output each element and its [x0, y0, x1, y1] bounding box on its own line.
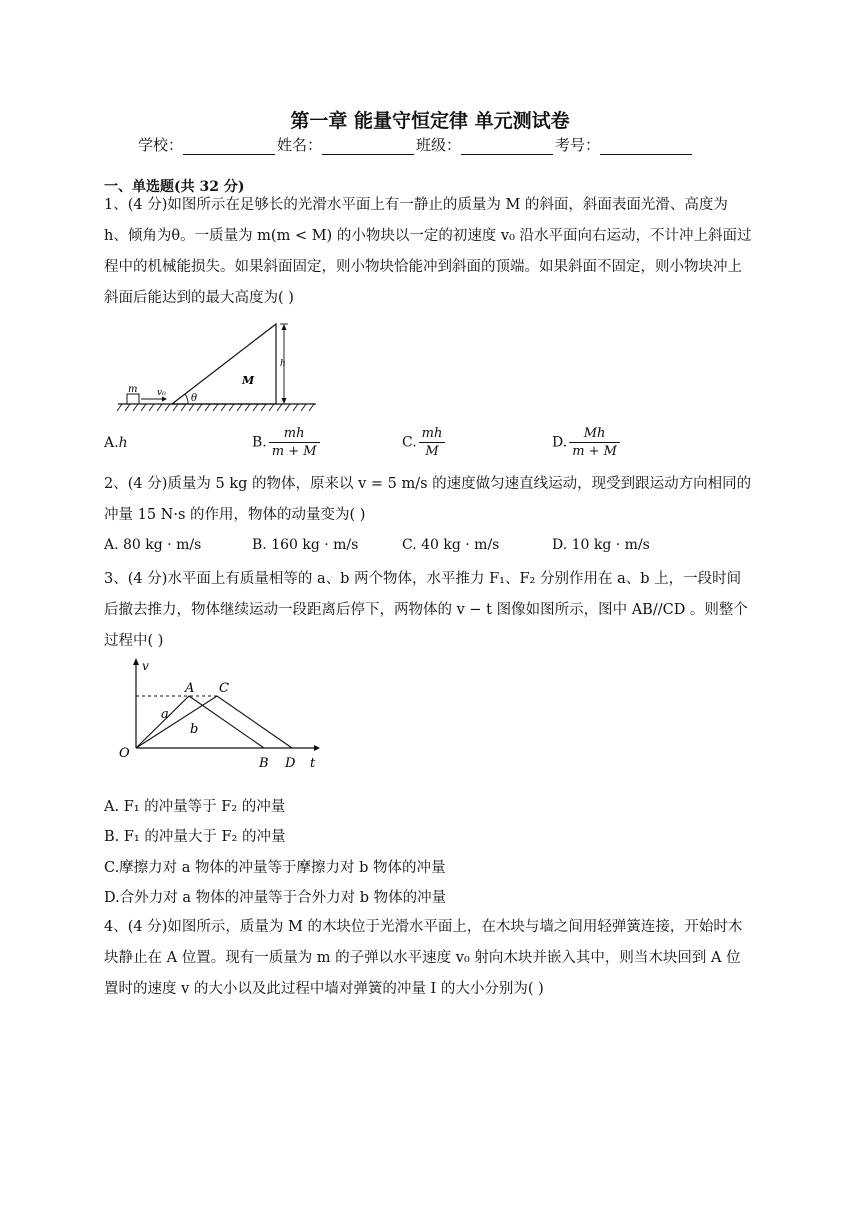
page-title: 第一章 能量守恒定律 单元测试卷: [290, 110, 570, 132]
question-2-text: 2、(4 分)质量为 5 kg 的物体，原来以 v = 5 m/s 的速度做匀速直线运动，现受到跟运动方向相同的冲量 15 N·s 的作用，物体的动量变为( ): [104, 476, 752, 523]
option-2b[interactable]: B. 160 kg · m/s: [252, 537, 359, 553]
option-1b[interactable]: B. $\frac{mh}{m + M}$: [252, 426, 320, 459]
t-axis-label: t: [310, 756, 316, 771]
line-a-label: a: [161, 707, 169, 722]
question-3-figure: [114, 656, 326, 774]
v-axis-label: v: [142, 659, 149, 673]
line-b: [136, 696, 292, 748]
line-a: [136, 696, 264, 748]
line-b-label: b: [190, 722, 199, 737]
angle-label: θ: [191, 393, 198, 404]
point-c-label: C: [219, 681, 229, 696]
option-2c[interactable]: C. 40 kg · m/s: [402, 537, 500, 553]
option-1a[interactable]: A.h: [104, 435, 128, 451]
point-d-label: D: [285, 756, 296, 771]
incline-block: [172, 324, 276, 404]
student-info-line: [138, 134, 694, 155]
question-1-text: 1、(4 分)如图所示在足够长的光滑水平面上有一静止的质量为 M 的斜面，斜面表面光滑、高度为 h、倾角为θ。一质量为 m(m < M) 的小物块以一定的初速度 v₀ 沿水平面向右运动，不计冲上斜面过程中的机械能损失。如果斜面固定，则小物块恰能冲到斜面的顶端。如果斜面不固定，则小物块冲上斜面后能达到的最大高度为( ): [104, 197, 752, 306]
class-blank[interactable]: [461, 140, 553, 155]
option-1c[interactable]: C. $\frac{mh}{M}$: [402, 426, 445, 459]
block-mass-label: m: [128, 384, 138, 395]
name-blank[interactable]: [322, 140, 414, 155]
height-label: h: [280, 359, 286, 369]
question-2-options: [104, 537, 754, 557]
option-3b[interactable]: B. F₁ 的冲量大于 F₂ 的冲量: [104, 829, 286, 845]
option-1d[interactable]: D. $\frac{Mh}{m + M}$: [552, 426, 620, 459]
option-2a[interactable]: A. 80 kg · m/s: [104, 537, 202, 553]
section-heading: 一、单选题(共 32 分): [104, 179, 245, 195]
class-label: 班级：: [416, 136, 462, 154]
option-2d[interactable]: D. 10 kg · m/s: [552, 537, 650, 553]
number-label: 考号：: [555, 136, 601, 154]
name-label: 姓名：: [277, 136, 323, 154]
question-1-options: [104, 426, 754, 466]
point-b-label: B: [259, 756, 269, 771]
option-3c[interactable]: C.摩擦力对 a 物体的冲量等于摩擦力对 b 物体的冲量: [104, 860, 446, 876]
origin-label: O: [119, 746, 130, 761]
school-label: 学校：: [138, 136, 184, 154]
small-block: [127, 394, 139, 404]
incline-mass-label: M: [242, 374, 255, 387]
point-a-label: A: [185, 681, 195, 696]
option-3a[interactable]: A. F₁ 的冲量等于 F₂ 的冲量: [104, 799, 286, 815]
question-1-figure: [116, 318, 318, 414]
school-blank[interactable]: [183, 140, 275, 155]
velocity-label: v₀: [157, 388, 166, 398]
option-3d[interactable]: D.合外力对 a 物体的冲量等于合外力对 b 物体的冲量: [104, 890, 447, 906]
question-3-text: 3、(4 分)水平面上有质量相等的 a、b 两个物体，水平推力 F₁、F₂ 分别作用在 a、b 上，一段时间后撤去推力，物体继续运动一段距离后停下，两物体的 v − t 图像如图所示，图中 AB//CD 。则整个过程中( ): [104, 571, 748, 649]
question-4-text: 4、(4 分)如图所示，质量为 M 的木块位于光滑水平面上，在木块与墙之间用轻弹簧连接，开始时木块静止在 A 位置。现有一质量为 m 的子弹以水平速度 v₀ 射向木块并嵌入其中，则当木块回到 A 位置时的速度 v 的大小以及此过程中墙对弹簧的冲量 I 的大小分别为( ): [104, 919, 743, 997]
number-blank[interactable]: [600, 140, 692, 155]
